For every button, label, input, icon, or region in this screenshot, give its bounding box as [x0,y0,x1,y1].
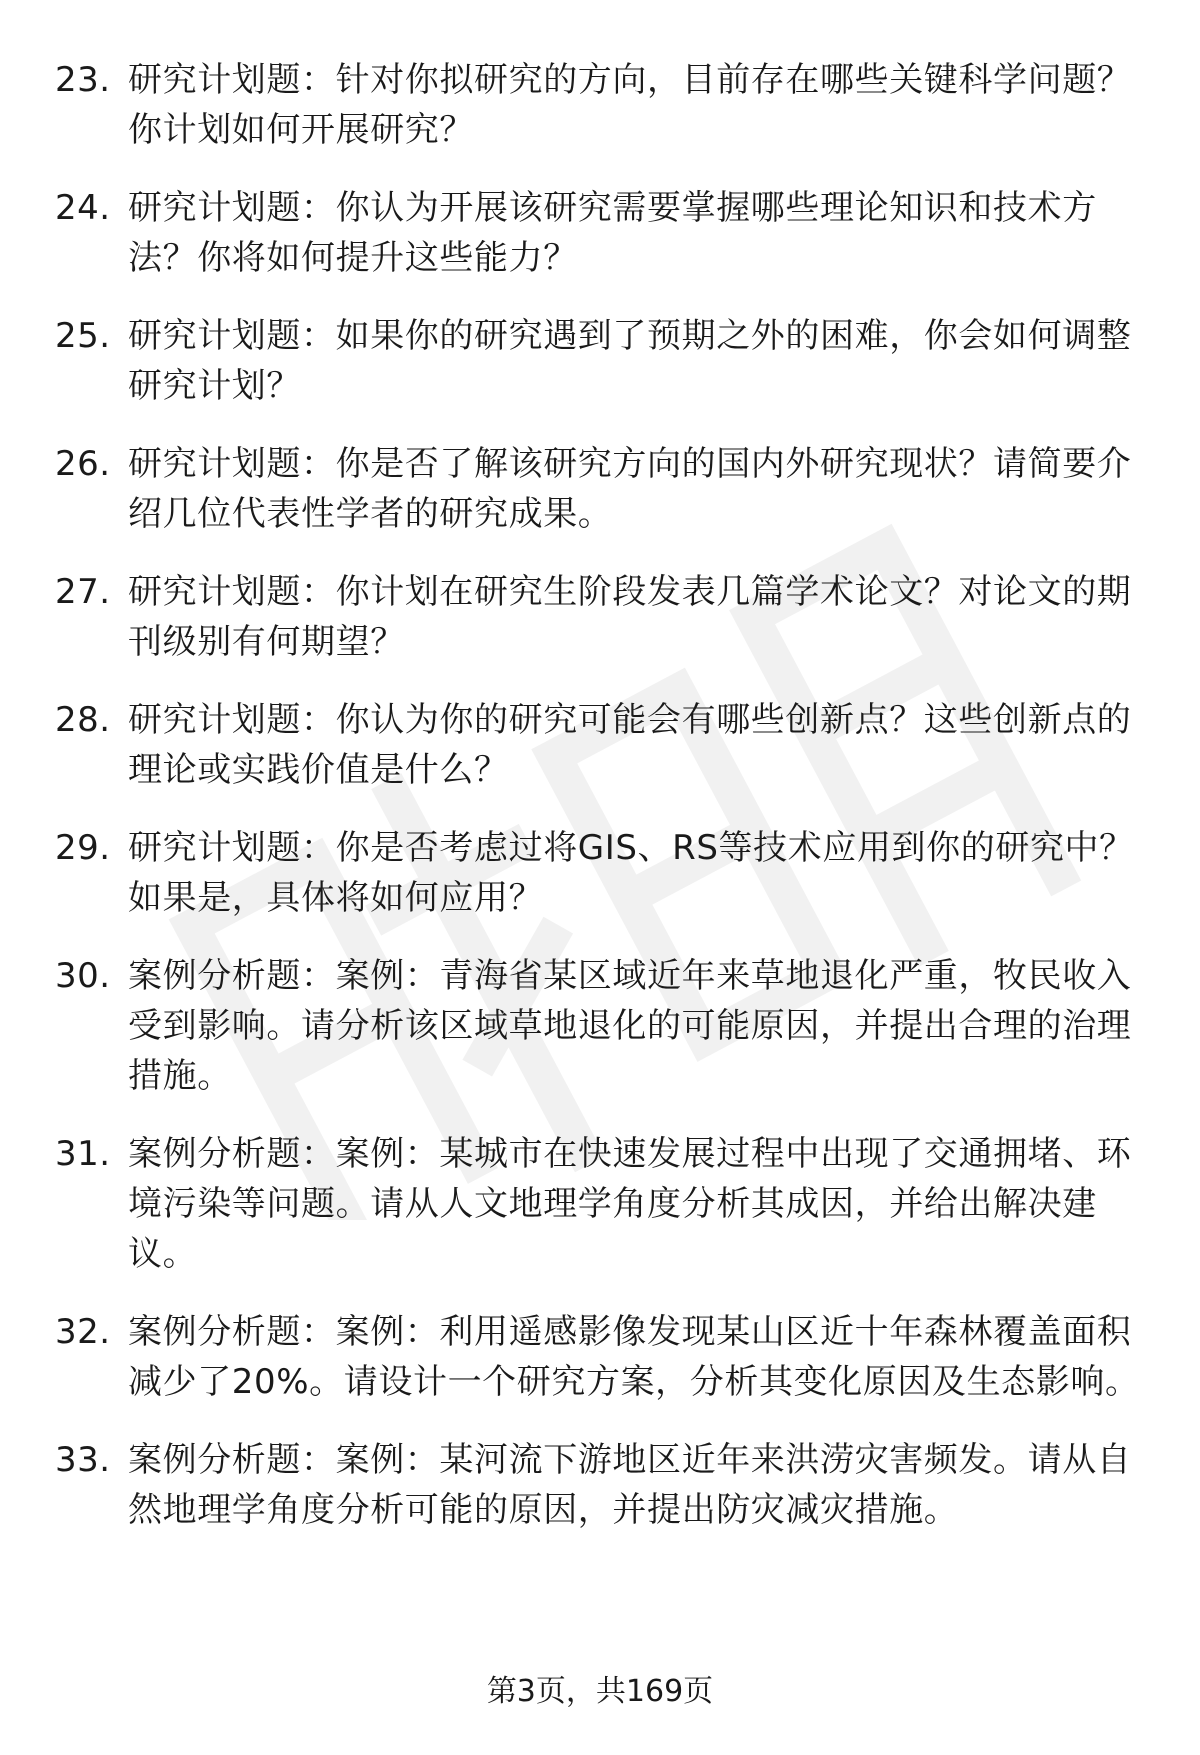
question-text: 研究计划题：你是否了解该研究方向的国内外研究现状？请简要介绍几位代表性学者的研究成果。 [128,444,1132,534]
question-number: 27. [55,572,111,612]
question-number: 23. [55,60,111,100]
question-text: 案例分析题：案例：某河流下游地区近年来洪涝灾害频发。请从自然地理学角度分析可能的原因，并提出防灾减灾措施。 [128,1440,1132,1530]
question-text: 研究计划题：如果你的研究遇到了预期之外的困难，你会如何调整研究计划？ [128,316,1132,406]
question-text: 案例分析题：案例：某城市在快速发展过程中出现了交通拥堵、环境污染等问题。请从人文地理学角度分析其成因，并给出解决建议。 [128,1134,1132,1274]
list-item [0,695,1200,795]
list-item [0,55,1200,155]
question-number: 30. [55,956,111,996]
question-number: 24. [55,188,111,228]
list-item [0,183,1200,283]
question-text: 研究计划题：你计划在研究生阶段发表几篇学术论文？对论文的期刊级别有何期望？ [128,572,1132,662]
list-item [0,1435,1200,1535]
question-text: 案例分析题：案例：青海省某区域近年来草地退化严重，牧民收入受到影响。请分析该区域草地退化的可能原因，并提出合理的治理措施。 [128,956,1132,1096]
question-number: 33. [55,1440,111,1480]
list-item [0,1307,1200,1407]
question-list [0,55,1200,1563]
question-text: 案例分析题：案例：利用遥感影像发现某山区近十年森林覆盖面积减少了20%。请设计一个研究方案，分析其变化原因及生态影响。 [128,1312,1140,1402]
list-item [0,567,1200,667]
question-number: 29. [55,828,111,868]
question-number: 26. [55,444,111,484]
question-number: 25. [55,316,111,356]
list-item [0,823,1200,923]
list-item [0,951,1200,1101]
question-text: 研究计划题：你认为开展该研究需要掌握哪些理论知识和技术方法？你将如何提升这些能力？ [128,188,1097,278]
question-number: 32. [55,1312,111,1352]
question-text: 研究计划题：你认为你的研究可能会有哪些创新点？这些创新点的理论或实践价值是什么？ [128,700,1132,790]
question-number: 31. [55,1134,111,1174]
list-item [0,311,1200,411]
question-text: 研究计划题：针对你拟研究的方向，目前存在哪些关键科学问题？你计划如何开展研究？ [128,60,1132,150]
question-number: 28. [55,700,111,740]
list-item [0,439,1200,539]
list-item [0,1129,1200,1279]
question-text: 研究计划题：你是否考虑过将GIS、RS等技术应用到你的研究中？如果是，具体将如何应用？ [128,828,1134,918]
page-footer: 第3页，共169页 [486,1674,714,1709]
